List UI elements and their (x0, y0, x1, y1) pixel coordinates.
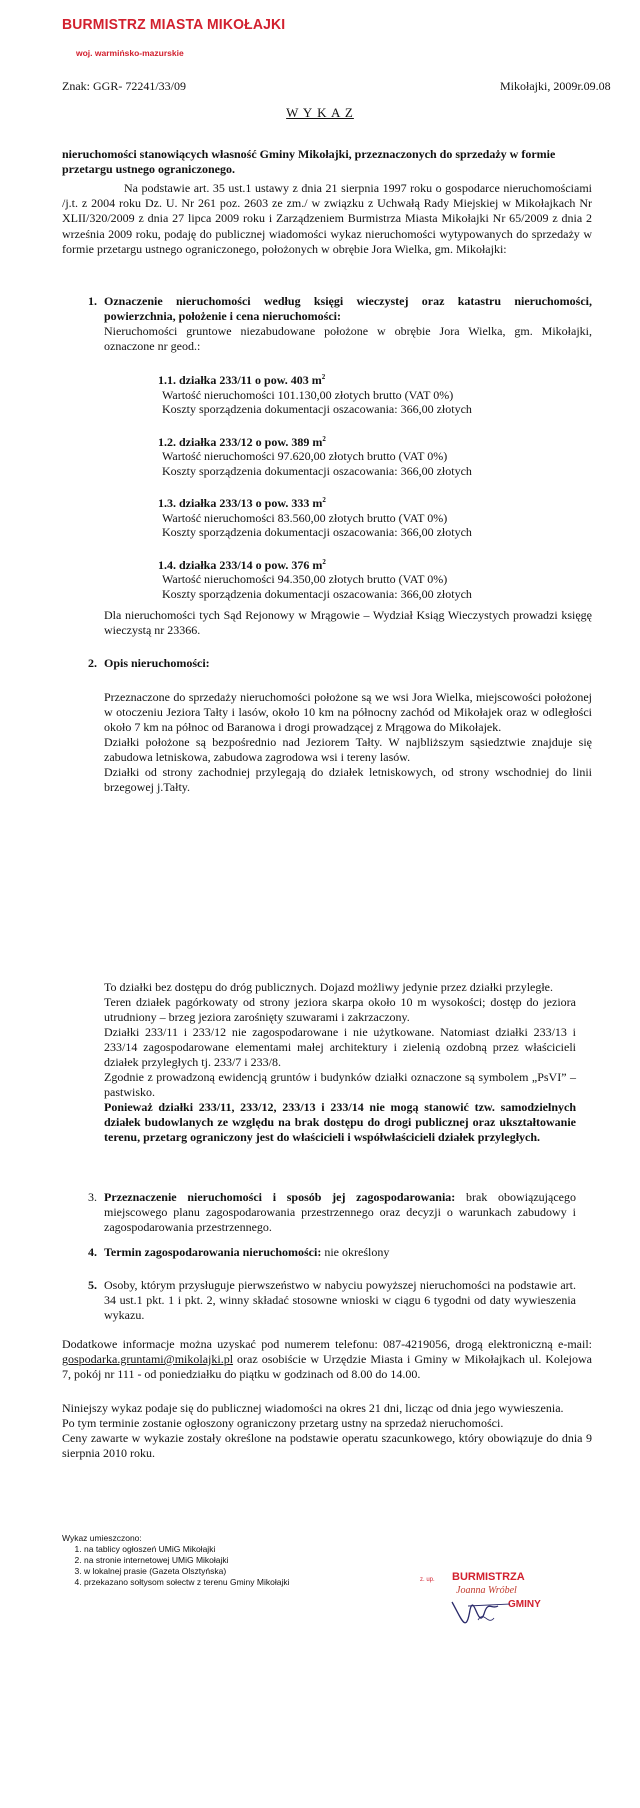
section-5-text: Osoby, którym przysługuje pierwszeństwo w nabyciu powyższej nieruchomości na podstawie art. 34 ust.1 pkt. 1 i pkt. 2, winny składać stosowne wnioski w ciągu 6 tygodni od daty wywieszenia wykazu. (104, 1278, 576, 1322)
section-2-number: 2. (88, 656, 97, 670)
document-title: W Y K A Z (286, 105, 354, 120)
plot-value: Wartość nieruchomości 97.620,00 złotych brutto (VAT 0%) (162, 449, 448, 463)
description-paragraph: Zgodnie z prowadzoną ewidencją gruntów i budynków działki oznaczone są symbolem „PsVI” – pastwisko. (104, 1070, 576, 1099)
section-1 (62, 294, 592, 354)
section-3-title: Przeznaczenie nieruchomości i sposób jej zagospodarowania: (104, 1190, 456, 1204)
contact-info-text-end: oraz osobiście w Urzędzie Miasta i Gminy w Mikołajkach ul. Kolejowa 7, pokój nr 111 - od poniedziałku do piątku w godzinach od 8.00 do 14.00. (62, 1352, 592, 1381)
reference-number: Znak: GGR- 72241/33/09 (62, 79, 186, 93)
document-date: Mikołajki, 2009r.09.08 (500, 79, 611, 93)
closing-text: Po tym terminie zostanie ogłoszony ograniczony przetarg ustny na sprzedaż nieruchomości. (62, 1416, 504, 1430)
description-paragraph: Przeznaczone do sprzedaży nieruchomości położone są we wsi Jora Wielka, miejscowości położonej w otoczeniu Jeziora Tałty i lasów, około 10 km na północny zachód od Mikołajek oraz w odległości około 7 km na północ od Baranowa i drogi prowadzącej z Mrągowa do Mikołajek. (104, 690, 592, 734)
plot-item (158, 432, 592, 479)
posted-list-item: 1. na tablicy ogłoszeń UMiG Mikołajki (84, 1544, 290, 1555)
plot-area-unit-exponent: 2 (322, 496, 326, 504)
document-heading: nieruchomości stanowiących własność Gminy Mikołajki, przeznaczonych do sprzedaży w formie przetargu ustnego ograniczonego. (62, 147, 556, 176)
section-3-number: 3. (88, 1190, 97, 1204)
plot-cost: Koszty sporządzenia dokumentacji oszacowania: 366,00 złotych (162, 525, 472, 539)
intro-text: Na podstawie art. 35 ust.1 ustawy z dnia 21 sierpnia 1997 roku o gospodarce nieruchomościami /j.t. z 2004 roku Dz. U. Nr 261 poz. 2603 ze zm./ w związku z Uchwałą Rady Miejskiej w Mikołajkach Nr XLII/320/2009 z dnia 27 lipca 2009 roku i Zarządzeniem Burmistrza Miasta Mikołajki Nr 65/2009 z dnia 2 września 2009 roku, podaję do publicznej wiadomości wykaz nieruchomości wytypowanych do sprzedaży w formie przetargu ustnego ograniczonego, położonych w obrębie Jora Wielka, gm. Mikołajki: (62, 181, 592, 256)
plot-cost: Koszty sporządzenia dokumentacji oszacowania: 366,00 złotych (162, 463, 472, 478)
plot-item (158, 370, 592, 417)
section-1-number: 1. (88, 294, 97, 308)
posted-list (62, 1533, 290, 1588)
plot-value: Wartość nieruchomości 83.560,00 złotych brutto (VAT 0%) (162, 510, 448, 525)
plot-area-unit-exponent: 2 (322, 434, 326, 443)
contact-info-text: Dodatkowe informacje można uzyskać pod numerem telefonu: 087-4219056, drogą elektroniczną e-mail: (62, 1337, 592, 1351)
section-1-title: Oznaczenie nieruchomości według księgi wieczystej oraz katastru nieruchomości, powierzchnia, położenie i cena nieruchomości: (104, 294, 592, 323)
posted-list-item: 4. przekazano sołtysom sołectw z terenu Gminy Mikołajki (84, 1577, 290, 1588)
closing-paragraph (62, 1401, 592, 1461)
signature-title: BURMISTRZA (452, 1571, 525, 1583)
posted-list-item: 3. w lokalnej prasie (Gazeta Olsztyńska) (84, 1566, 290, 1577)
section-2-title: Opis nieruchomości: (104, 656, 210, 670)
description-paragraph: Teren działek pagórkowaty od strony jeziora skarpa około 10 m wysokości; dostęp do jeziora utrudniony – brzeg jeziora zarośnięty szuwarami i zakrzaczony. (104, 995, 576, 1024)
section-3 (62, 1190, 576, 1235)
plot-value: Wartość nieruchomości 94.350,00 złotych brutto (VAT 0%) (162, 572, 448, 586)
plot-title: 1.3. działka 233/13 o pow. 333 m (158, 496, 323, 510)
plot-title: 1.2. działka 233/12 o pow. 389 m (158, 434, 323, 449)
description-paragraph: Działki 233/11 i 233/12 nie zagospodarowane i nie użytkowane. Natomiast działki 233/13 i 233/14 zagospodarowane elementami małej architektury i zielenią ozdobną przez właścicieli działek przyległych tj. 233/7 i 233/8. (104, 1025, 576, 1069)
section-5 (62, 1278, 576, 1323)
plot-cost: Koszty sporządzenia dokumentacji oszacowania: 366,00 złotych (162, 402, 472, 416)
posted-list-title: Wykaz umieszczono: (62, 1533, 142, 1543)
closing-text: Niniejszy wykaz podaje się do publicznej wiadomości na okres 21 dni, licząc od dnia jego wywieszenia. (62, 1401, 564, 1415)
section-4-title: Termin zagospodarowania nieruchomości: (104, 1245, 322, 1259)
section-3-text: brak obowiązującego miejscowego planu zagospodarowania przestrzennego oraz decyzji o warunkach zabudowy i zagospodarowania przestrzennego. (104, 1190, 576, 1234)
section-2 (62, 656, 592, 671)
plot-title: 1.1. działka 233/11 o pow. 403 m (158, 373, 322, 387)
posted-list-item: 2. na stronie internetowej UMiG Mikołajki (84, 1555, 290, 1566)
description-paragraph: Działki od strony zachodniej przylegają do działek letniskowych, od strony wschodniej do linii brzegowej j.Tałty. (104, 765, 592, 794)
letterhead-stamp-title: BURMISTRZ MIASTA MIKOŁAJKI (62, 16, 286, 33)
description-paragraph: To działki bez dostępu do dróg publicznych. Dojazd możliwy jedynie przez działki przyległe. (104, 980, 554, 994)
signature-name: Joanna Wróbel (456, 1585, 517, 1596)
court-note (62, 608, 592, 638)
section-4-text: nie określony (321, 1245, 390, 1259)
intro-paragraph (62, 181, 592, 257)
section-1-text: Nieruchomości gruntowe niezabudowane położone w obrębie Jora Wielka, gm. Mikołajki, oznaczone nr geod.: (104, 324, 592, 353)
plot-area-unit-exponent: 2 (322, 557, 326, 566)
plot-title: 1.4. działka 233/14 o pow. 376 m (158, 557, 323, 572)
contact-info (62, 1337, 592, 1382)
section-4-number: 4. (88, 1245, 97, 1259)
plot-list (62, 370, 592, 601)
signature-stamp (420, 1570, 580, 1640)
restriction-paragraph: Ponieważ działki 233/11, 233/12, 233/13 i 233/14 nie mogą stanowić tzw. samodzielnych działek budowlanych ze względu na brak dostępu do drogi publicznej oraz ukształtowanie terenu, przetarg ograniczony jest do właścicieli i współwłaścicieli działek przyległych. (104, 1100, 576, 1144)
plot-cost: Koszty sporządzenia dokumentacji oszacowania: 366,00 złotych (162, 586, 472, 601)
signature-suffix: GMINY (508, 1599, 541, 1610)
section-5-number: 5. (88, 1278, 97, 1292)
plot-item (158, 555, 592, 602)
closing-text: Ceny zawarte w wykazie zostały określone na podstawie operatu szacunkowego, który obowiązuje do dnia 9 sierpnia 2010 roku. (62, 1431, 592, 1460)
signature-prefix: z. up. (420, 1577, 435, 1583)
description-paragraph: Działki położone są bezpośrednio nad Jeziorem Tałty. W najbliższym sąsiedztwie znajduje się zabudowa letniskowa, zabudowa zagrodowa wsi i tereny lasów. (104, 735, 592, 764)
plot-value: Wartość nieruchomości 101.130,00 złotych brutto (VAT 0%) (162, 387, 454, 402)
section-4 (62, 1245, 576, 1260)
section-2-description-b (104, 980, 576, 1145)
plot-area-unit-exponent: 2 (321, 373, 326, 381)
section-2-description-a (62, 690, 592, 795)
handwritten-signature-icon (448, 1580, 518, 1640)
plot-item (158, 493, 592, 540)
contact-email-link[interactable]: gospodarka.gruntami@mikolajki.pl (62, 1352, 234, 1366)
court-text: Dla nieruchomości tych Sąd Rejonowy w Mrągowie – Wydział Ksiąg Wieczystych prowadzi księgę wieczystą nr 23366. (104, 608, 592, 637)
letterhead-stamp-subtitle: woj. warmińsko-mazurskie (76, 48, 184, 58)
